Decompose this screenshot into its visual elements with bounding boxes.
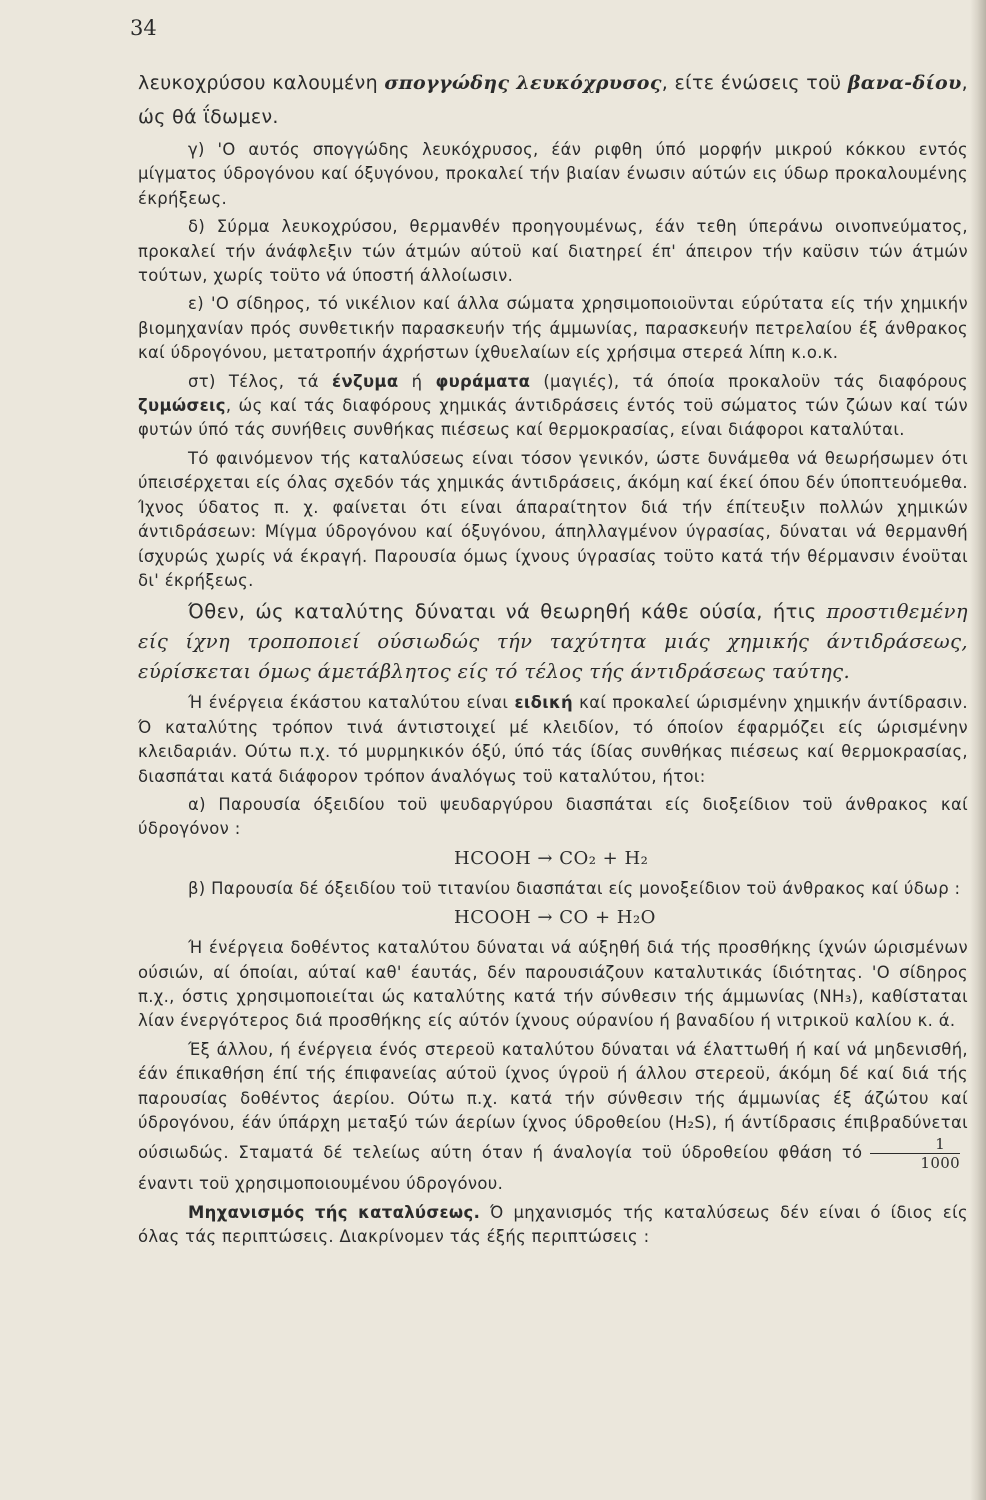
term-vanadium: βανα-δίου: [847, 72, 962, 94]
paragraph-delta: δ) Σύρμα λευκοχρύσου, θερμανθέν προηγουμένως, έάν τεθη ύπεράνω οινοπνεύματος, προκαλεί τήν άνάφλεξιν τών άτμών αύτοϋ καί διατηρεί έπ' άπειρον τήν καϋσιν τών άτμών τούτων, χωρίς τοϋτο νά ύποστή άλλοίωσιν.: [138, 217, 968, 286]
definition-italic: προστιθεμένη είς ίχνη τροποποιεί ούσιωδώς τήν ταχύτητα μιάς χημικής άντιδράσεως, εύρίσκεται όμως άμετάβλητος είς τό τέλος τής άντιδράσεως ταύτης.: [138, 600, 968, 684]
formula-titanium-oxide: HCOOH → CO + H₂O: [454, 907, 656, 929]
fraction-one-thousandth: $\frac{1}{1000}$: [870, 1135, 960, 1172]
term-ferments: φυράματα: [435, 371, 531, 391]
paragraph-beta: β) Παρουσία δέ όξειδίου τοϋ τιτανίου διασπάται είς μονοξείδιον τοϋ άνθρακος καί ύδωρ :: [188, 878, 961, 898]
paragraph-continuation: λευκοχρύσου καλουμένη σπογγώδης λευκόχρυσος, είτε ένώσεις τοϋ βανα-δίου, ώς θά ΐδωμεν.: [138, 72, 969, 128]
paragraph-gamma: γ) 'Ο αυτός σπογγώδης λευκόχρυσος, έάν ριφθη ύπό μορφήν μικρού κόκκου εντός μίγματος ύδρογόνου καί όξυγόνου, προκαλεί τήν βιαίαν ένωσιν αύτών εις ύδωρ προκαλουμένης έκρήξεως.: [138, 140, 968, 208]
term-fermentations: ζυμώσεις: [138, 396, 226, 416]
paragraph-st: στ) Τέλος, τά ένζυμα ή φυράματα (μαγιές), τά όποία προκαλοϋν τάς διαφόρους ζυμώσεις, ώς καί τάς διαφόρους χημικάς άντιδράσεις έντός τοϋ σώματος τών ζώων καί τών φυτών ύπό τάς συνήθεις συνθήκας πιέσεως καί θερμοκρασίας, είναι διάφοροι καταλύται.: [138, 371, 968, 440]
page-edge-shadow: [970, 0, 986, 1500]
paragraph-given-catalyst: Ή ένέργεια δοθέντος καταλύτου δύναται νά αύξηθή διά τής προσθήκης ίχνών ώρισμένων ούσιών, αί όποίαι, αύταί καθ' έαυτάς, δέν παρουσιάζουν καταλυτικάς ίδιότητας. 'Ο σίδηρος π.χ., όστις χρησιμοποιείται ώς καταλύτης κατά τήν σύνθεσιν τής άμμωνίας (NH₃), καθίσταται λίαν ένεργότερος διά προσθήκης είς αύτόν ίχνους ούρανίου ή βαναδίου ή νιτρικοϋ καλίου κ. ά.: [138, 938, 968, 1031]
paragraph-besides: Έξ άλλου, ή ένέργεια ένός στερεοϋ καταλύτου δύναται νά έλαττωθή ή καί νά μηδενισθή, έάν έπικαθήση έπί τής έπιφανείας αύτοϋ ίχνος ύγροϋ ή άλλου στερεοϋ, άκόμη δέ καί διά τής παρουσίας δοθέντος άερίου. Ούτω π.χ. κατά τήν σύνθεσιν τής άμμωνίας έξ άζώτου καί ύδρογόνου, έάν ύπάρχη μεταξύ τών άερίων ίχνος ύδροθείου (H₂S), ή άντίδρασις έπιβραδύνεται ούσιωδώς. Σταματά δέ τελείως αύτη όταν ή άναλογία τοϋ ύδροθείου φθάση τό $\frac{1}{1000}$ έναντι τοϋ χρησιμοποιουμένου ύδρογόνου.: [138, 1039, 968, 1194]
term-specific: ειδική: [514, 693, 574, 713]
paragraph-alpha: α) Παρουσία όξειδίου τοϋ ψευδαργύρου διασπάται είς διοξείδιον τοϋ άνθρακος καί ύδρογόνον :: [138, 794, 968, 839]
mechanism-heading: Μηχανισμός τής καταλύσεως.: [188, 1202, 481, 1222]
paragraph-phenomenon: Τό φαινόμενον τής καταλύσεως είναι τόσον γενικόν, ώστε δυνάμεθα νά θεωρήσωμεν ότι ύπεισέρχεται είς όλας σχεδόν τάς χημικάς άντιδράσεις, άκόμη καί έκεί όπου δέν ύποπτευόμεθα. Ίχνος ύδατος π. χ. φαίνεται ότι είναι άπαραίτητον διά τήν έπίτευξιν πολλών χημικών άντιδράσεων: Μίγμα ύδρογόνου καί όξυγόνου, άπηλλαγμένον ύγρασίας, δύναται νά θερμανθή ίσχυρώς χωρίς νά έκραγή. Παρουσία όμως ίχνους ύγρασίας τοϋτο κατά τήν θέρμανσιν ένοϋται δι' έκρήξεως.: [138, 448, 968, 590]
term-spongy-platinum: σπογγώδης λευκόχρυσος: [384, 72, 662, 94]
term-enzymes: ένζυμα: [331, 371, 399, 391]
paragraph-energy: Ή ένέργεια έκάστου καταλύτου είναι ειδική καί προκαλεί ώρισμένην χημικήν άντίδρασιν. Ό καταλύτης τρόπον τινά άντιστοιχεί μέ κλειδίον, τό όποίον έφαρμόζει είς ώρισμένην κλειδαριάν. Ούτω π.χ. τό μυρμηκικόν όξύ, ύπό τάς ίδίας συνθήκας πιέσεως καί θερμοκρασίας, διασπάται κατά διάφορον τρόπον άναλόγως τοϋ καταλύτου, ήτοι:: [138, 693, 968, 786]
page-number: 34: [130, 16, 157, 40]
definition-paragraph: Όθεν, ώς καταλύτης δύναται νά θεωρηθή κάθε ούσία, ήτις προστιθεμένη είς ίχνη τροποποιεί ούσιωδώς τήν ταχύτητα μιάς χημικής άντιδράσεως, εύρίσκεται όμως άμετάβλητος είς τό τέλος τής άντιδράσεως ταύτης.: [138, 600, 968, 684]
paragraph-mechanism: Μηχανισμός τής καταλύσεως. Ό μηχανισμός τής καταλύσεως δέν είναι ό ίδιος είς όλας τάς περιπτώσεις. Διακρίνομεν τάς έξής περιπτώσεις :: [138, 1202, 969, 1247]
paragraph-epsilon: ε) 'Ο σίδηρος, τό νικέλιον καί άλλα σώματα χρησιμοποιοϋνται εύρύτατα είς τήν χημικήν βιομηχανίαν πρός συνθετικήν παρασκευήν τής άμμωνίας, παρασκευήν πετρελαίου έξ άνθρακος καί ύδρογόνου, μετατροπήν άχρήστων ίχθυελαίων είς χρήσιμα στερεά λίπη κ.ο.κ.: [138, 294, 968, 363]
formula-zinc-oxide: HCOOH → CO₂ + H₂: [454, 847, 649, 869]
page-body: [138, 66, 968, 1250]
